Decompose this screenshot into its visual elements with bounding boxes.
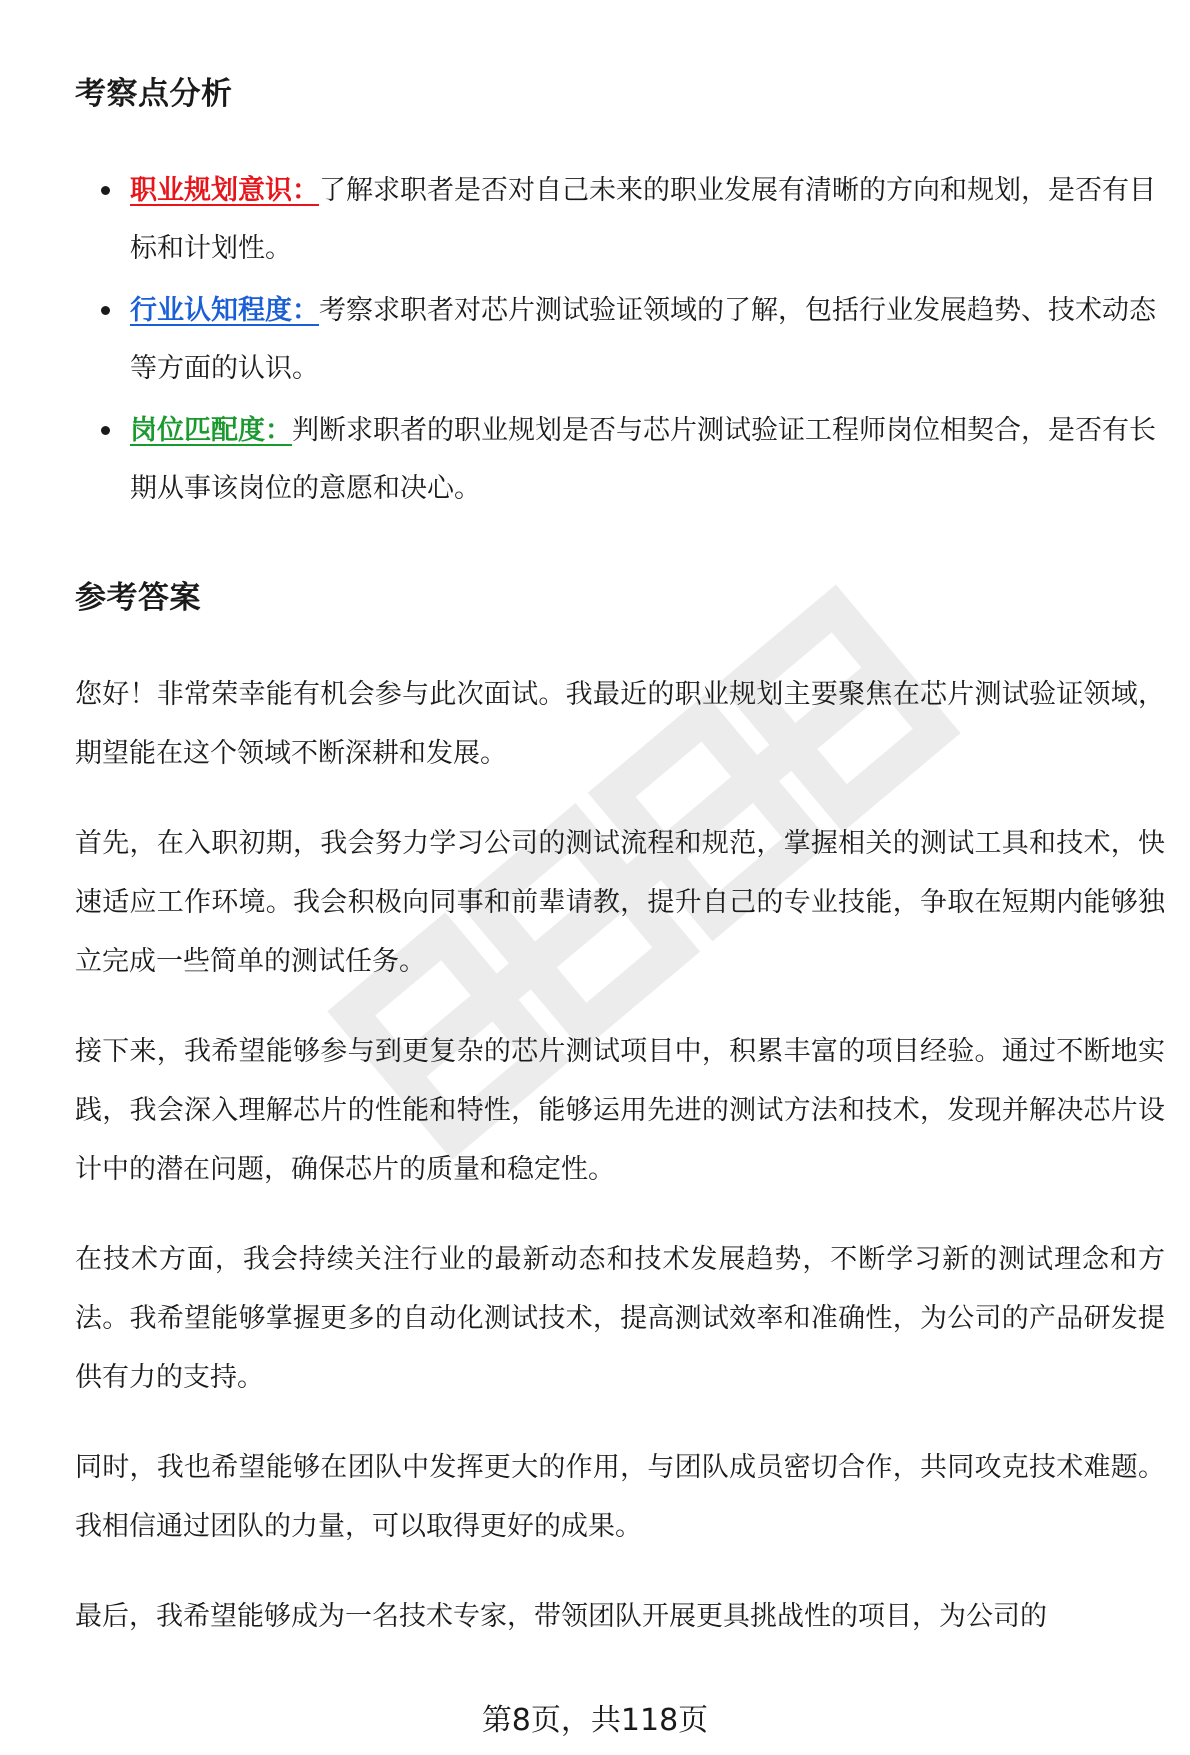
point-text: 了解求职者是否对自己未来的职业发展有清晰的方向和规划，是否有目标和计划性。 xyxy=(130,175,1156,264)
page-number: 第8页，共118页 xyxy=(481,1703,709,1738)
bullet-icon xyxy=(101,186,110,195)
section-title-answer: 参考答案 xyxy=(75,580,201,616)
point-text: 判断求职者的职业规划是否与芯片测试验证工程师岗位相契合，是否有长期从事该岗位的意愿和决心。 xyxy=(130,415,1156,504)
section-title-analysis: 考察点分析 xyxy=(75,76,233,112)
analysis-point-item xyxy=(75,162,1165,278)
point-keyword: 行业认知程度： xyxy=(130,295,319,326)
analysis-point-list xyxy=(75,162,1165,522)
bullet-icon xyxy=(101,426,110,435)
answer-paragraph: 最后，我希望能够成为一名技术专家，带领团队开展更具挑战性的项目，为公司的 xyxy=(75,1601,1047,1632)
answer-paragraph: 接下来，我希望能够参与到更复杂的芯片测试项目中，积累丰富的项目经验。通过不断地实践，我会深入理解芯片的性能和特性，能够运用先进的测试方法和技术，发现并解决芯片设计中的潜在问题，确保芯片的质量和稳定性。 xyxy=(75,1036,1165,1185)
analysis-point-item xyxy=(75,402,1165,518)
point-keyword: 职业规划意识： xyxy=(130,175,319,206)
answer-paragraph: 在技术方面，我会持续关注行业的最新动态和技术发展趋势，不断学习新的测试理念和方法。我希望能够掌握更多的自动化测试技术，提高测试效率和准确性，为公司的产品研发提供有力的支持。 xyxy=(75,1244,1165,1393)
point-text: 考察求职者对芯片测试验证领域的了解，包括行业发展趋势、技术动态等方面的认识。 xyxy=(130,295,1156,384)
answer-paragraph: 您好！非常荣幸能有机会参与此次面试。我最近的职业规划主要聚焦在芯片测试验证领域，期望能在这个领域不断深耕和发展。 xyxy=(75,679,1165,769)
answer-paragraph: 首先，在入职初期，我会努力学习公司的测试流程和规范，掌握相关的测试工具和技术，快速适应工作环境。我会积极向同事和前辈请教，提升自己的专业技能，争取在短期内能够独立完成一些简单的测试任务。 xyxy=(75,828,1165,977)
point-keyword: 岗位匹配度： xyxy=(130,415,292,446)
analysis-point-item xyxy=(75,282,1165,398)
answer-paragraph: 同时，我也希望能够在团队中发挥更大的作用，与团队成员密切合作，共同攻克技术难题。我相信通过团队的力量，可以取得更好的成果。 xyxy=(75,1452,1165,1542)
answer-body xyxy=(75,665,1165,1677)
bullet-icon xyxy=(101,306,110,315)
